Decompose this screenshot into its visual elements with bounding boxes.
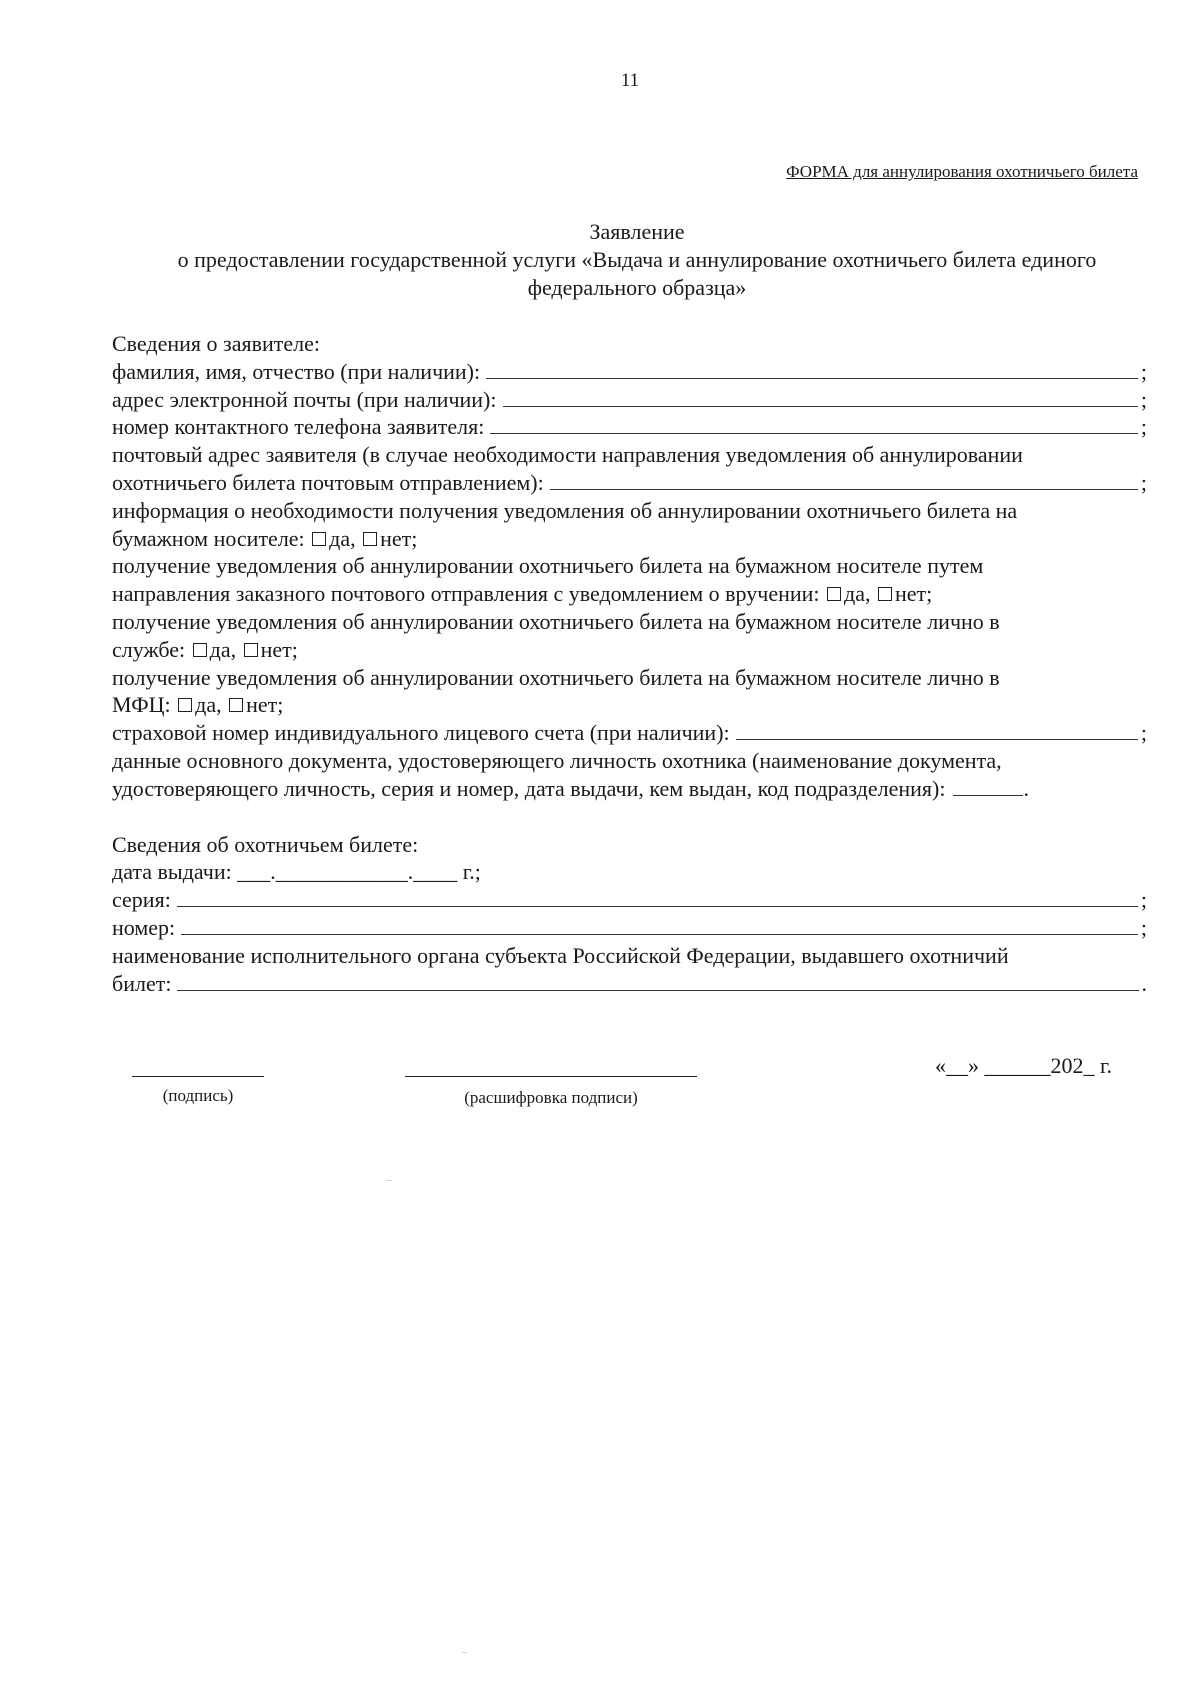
- title-line-2: о предоставлении государственной услуги «Выдача и аннулирование охотничьего билета единого: [177, 247, 1097, 272]
- phone-label: номер контактного телефона заявителя:: [112, 414, 485, 440]
- series-row: серия: ;: [112, 887, 1147, 913]
- signature-line[interactable]: [132, 1076, 264, 1077]
- series-field[interactable]: [177, 888, 1138, 907]
- mail-row-2: направления заказного почтового отправления с уведомлением о вручении: да, нет;: [112, 581, 933, 607]
- authority-label: билет:: [112, 970, 172, 996]
- id-row-1: данные основного документа, удостоверяющего личность охотника (наименование документа,: [112, 747, 1002, 773]
- title-line-3: федерального образца»: [527, 275, 747, 300]
- mail-row-1: получение уведомления об аннулировании охотничьего билета на бумажном носителе путем: [112, 553, 984, 579]
- ticket-heading: Сведения об охотничьем билете:: [112, 831, 419, 857]
- document-title: [112, 218, 1162, 302]
- series-label: серия:: [112, 887, 171, 913]
- scan-artifact: [462, 1652, 467, 1653]
- service-row-1: получение уведомления об аннулировании охотничьего билета на бумажном носителе лично в: [112, 608, 1000, 634]
- phone-field[interactable]: [490, 415, 1138, 434]
- id-field[interactable]: [953, 777, 1023, 796]
- fio-label: фамилия, имя, отчество (при наличии):: [112, 358, 481, 384]
- postal-row-2: охотничьего билета почтовым отправлением): ;: [112, 469, 1147, 495]
- snils-field[interactable]: [736, 721, 1138, 740]
- page-number: 11: [620, 70, 640, 91]
- form-note: ФОРМА для аннулирования охотничьего билета: [786, 162, 1138, 181]
- issue-date-row: [112, 858, 1147, 886]
- id-row-2: удостоверяющего личность, серия и номер, дата выдачи, кем выдан, код подразделения): .: [112, 775, 1029, 801]
- mfc-yes-checkbox[interactable]: [178, 698, 192, 712]
- authority-field[interactable]: [177, 972, 1138, 991]
- authority-row-1: наименование исполнительного органа субъекта Российской Федерации, выдавшего охотничий: [112, 942, 1009, 968]
- signature-decode-caption: (расшифровка подписи): [464, 1088, 638, 1107]
- email-row: адрес электронной почты (при наличии): ;: [112, 386, 1147, 412]
- snils-row: страховой номер индивидуального лицевого счета (при наличии): ;: [112, 720, 1147, 746]
- number-field[interactable]: [181, 916, 1138, 935]
- signature-caption: (подпись): [162, 1086, 234, 1105]
- phone-row: номер контактного телефона заявителя: ;: [112, 414, 1147, 440]
- mail-no-checkbox[interactable]: [878, 587, 892, 601]
- service-row-2: службе: да, нет;: [112, 636, 298, 662]
- email-field[interactable]: [503, 388, 1138, 407]
- paper-row-1: информация о необходимости получения уведомления об аннулировании охотничьего билета на: [112, 497, 1018, 523]
- authority-row-2: билет: .: [112, 970, 1147, 996]
- postal-row-1: почтовый адрес заявителя (в случае необходимости направления уведомления об аннулировании: [112, 442, 1023, 468]
- issue-date-field[interactable]: ___.____________.____ г.;: [237, 859, 481, 885]
- snils-label: страховой номер индивидуального лицевого счета (при наличии):: [112, 720, 730, 746]
- mfc-row-2: МФЦ: да, нет;: [112, 692, 284, 718]
- form-body: [112, 330, 1147, 997]
- paper-no-checkbox[interactable]: [363, 532, 377, 546]
- signature-decode-line[interactable]: [405, 1076, 697, 1077]
- mail-yes-checkbox[interactable]: [827, 587, 841, 601]
- mfc-row-1: получение уведомления об аннулировании охотничьего билета на бумажном носителе лично в: [112, 664, 1000, 690]
- issue-date-label: дата выдачи:: [112, 859, 232, 885]
- scan-artifact: [386, 1180, 392, 1181]
- fio-field[interactable]: [486, 360, 1138, 379]
- email-label: адрес электронной почты (при наличии):: [112, 386, 497, 412]
- number-row: номер: ;: [112, 914, 1147, 940]
- postal-field[interactable]: [550, 471, 1138, 490]
- signature-date[interactable]: «__» ______202_ г.: [935, 1053, 1113, 1078]
- id-label: удостоверяющего личность, серия и номер, дата выдачи, кем выдан, код подразделения):: [112, 775, 946, 801]
- postal-label: охотничьего билета почтовым отправлением):: [112, 469, 544, 495]
- number-label: номер:: [112, 914, 176, 940]
- paper-row-2: бумажном носителе: да, нет;: [112, 525, 418, 551]
- service-no-checkbox[interactable]: [244, 643, 258, 657]
- paper-yes-checkbox[interactable]: [312, 532, 326, 546]
- applicant-heading: Сведения о заявителе:: [112, 331, 321, 356]
- mfc-no-checkbox[interactable]: [229, 698, 243, 712]
- fio-row: фамилия, имя, отчество (при наличии): ;: [112, 358, 1147, 384]
- title-line-1: Заявление: [589, 219, 685, 244]
- service-yes-checkbox[interactable]: [193, 643, 207, 657]
